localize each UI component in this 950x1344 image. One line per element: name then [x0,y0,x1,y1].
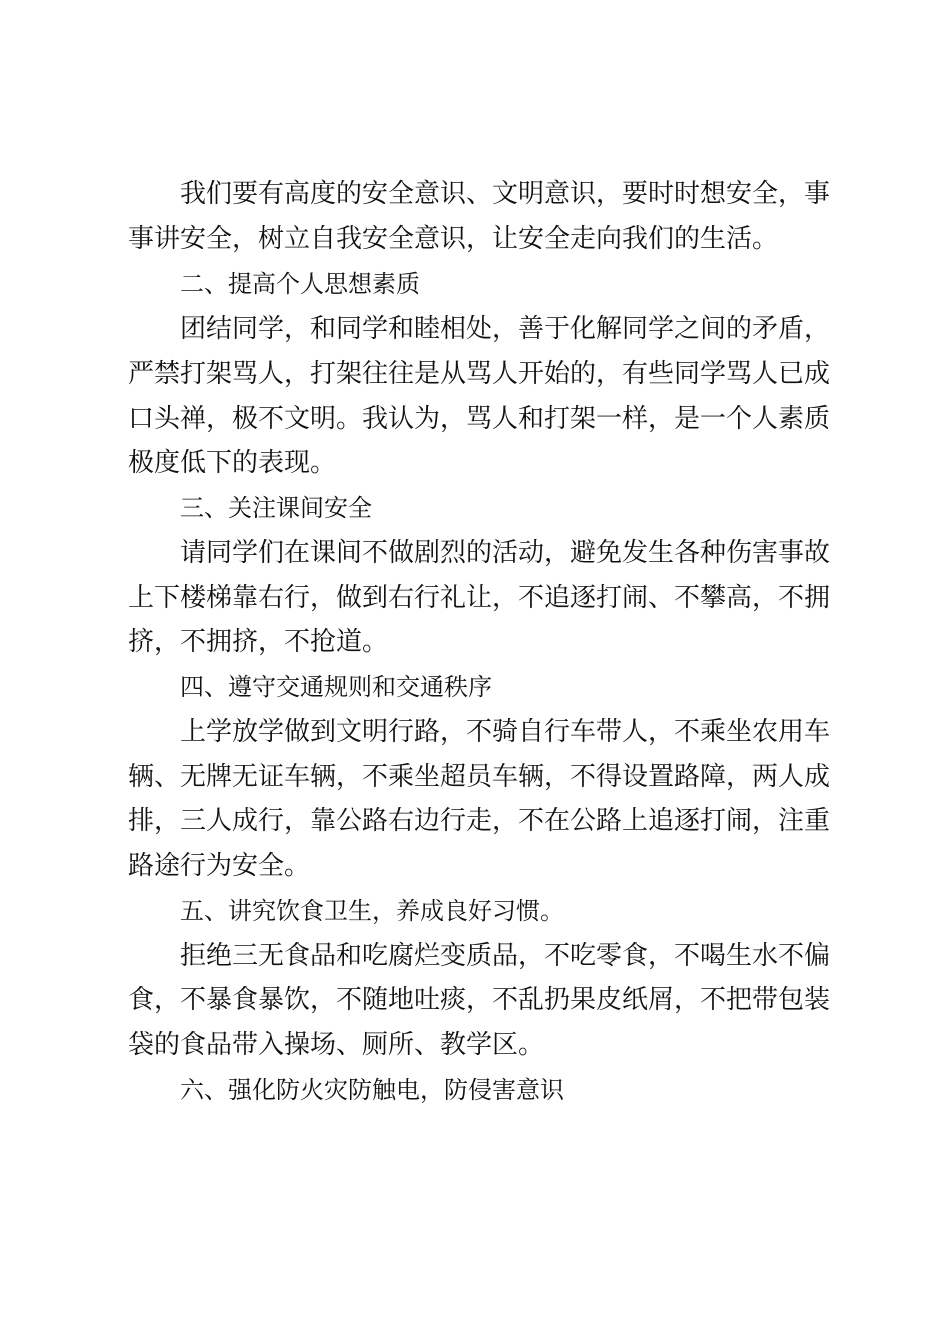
section-heading: 二、提高个人思想素质 [180,270,420,298]
paragraph-line: 请同学们在课间不做剧烈的活动，避免发生各种伤害事故 [180,538,831,568]
paragraph-line: 食，不暴食暴饮，不随地吐痰，不乱扔果皮纸屑，不把带包装 [128,985,831,1015]
paragraph-line: 拒绝三无食品和吃腐烂变质品，不吃零食，不喝生水不偏 [180,941,831,971]
section-heading: 三、关注课间安全 [180,494,372,522]
paragraph-line: 极度低下的表现。 [128,448,337,478]
paragraph-line: 上下楼梯靠右行，做到右行礼让，不追逐打闹、不攀高，不拥 [128,583,831,613]
section-heading: 六、强化防火灾防触电，防侵害意识 [180,1076,564,1104]
paragraph-line: 严禁打架骂人，打架往往是从骂人开始的，有些同学骂人已成 [128,359,831,389]
paragraph-line: 辆、无牌无证车辆，不乘坐超员车辆，不得设置路障，两人成 [128,762,831,792]
paragraph-line: 口头禅，极不文明。我认为，骂人和打架一样，是一个人素质 [128,404,831,434]
paragraph-line: 我们要有高度的安全意识、文明意识，要时时想安全，事 [180,179,831,209]
section-heading: 五、讲究饮食卫生，养成良好习惯。 [180,897,564,925]
paragraph-line: 排，三人成行，靠公路右边行走，不在公路上追逐打闹，注重 [128,806,831,836]
paragraph-line: 袋的食品带入操场、厕所、教学区。 [128,1030,545,1060]
paragraph-line: 路途行为安全。 [128,851,311,881]
paragraph-line: 上学放学做到文明行路，不骑自行车带人，不乘坐农用车 [180,717,831,747]
section-heading: 四、遵守交通规则和交通秩序 [180,673,492,701]
paragraph-line: 事讲安全，树立自我安全意识，让安全走向我们的生活。 [128,224,779,254]
paragraph-line: 挤，不拥挤，不抢道。 [128,627,389,657]
paragraph-line: 团结同学，和同学和睦相处，善于化解同学之间的矛盾， [180,314,831,344]
